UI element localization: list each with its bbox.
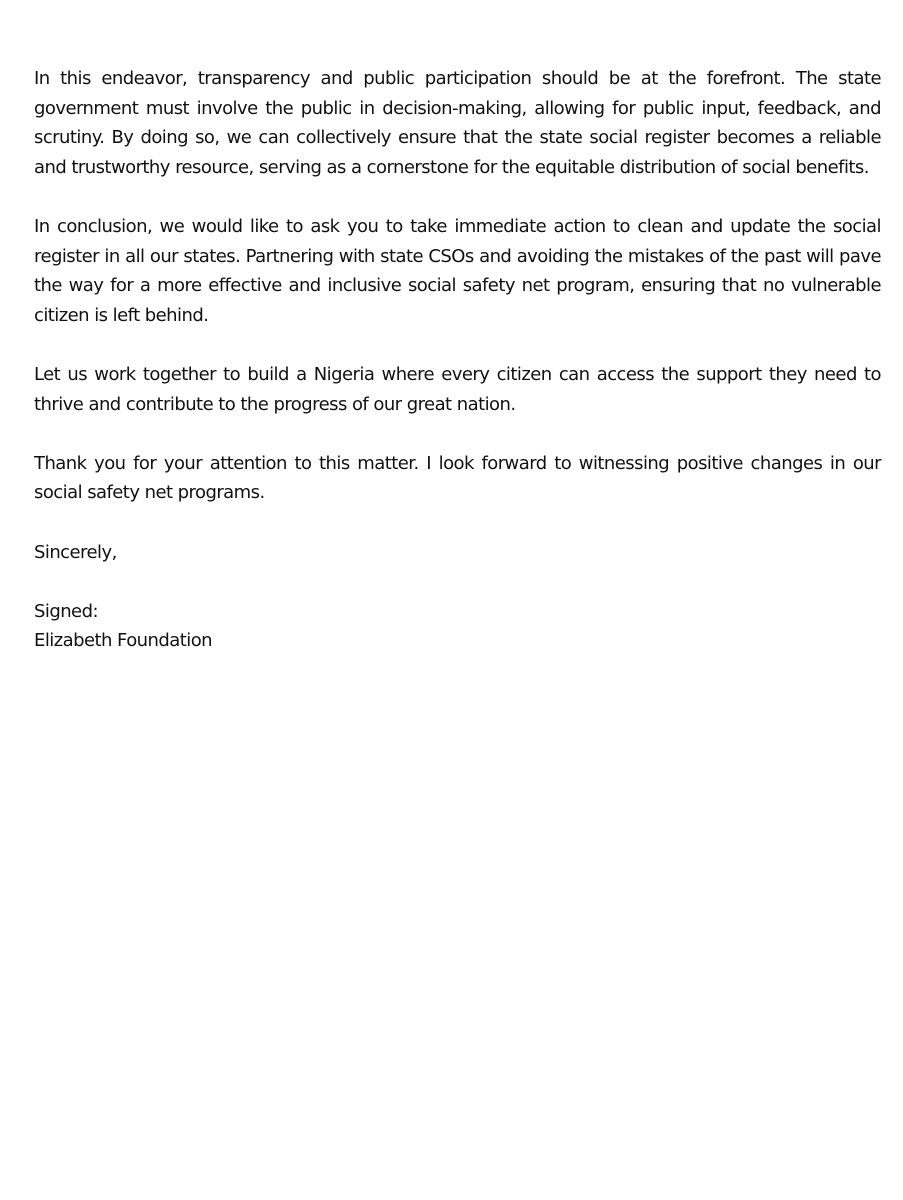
signatory-name: Elizabeth Foundation	[34, 630, 213, 652]
paragraph-transparency: In this endeavor, transparency and public participation should be at the forefront. The state government must involve the public in decision-making, allowing for public input, feedback, and scrutiny. By doing so, we can collectively ensure that the state social register becomes a reliable and trustworthy resource, serving as a cornerstone for the equitable distribution of social benefits.	[34, 68, 881, 178]
letter-page	[34, 64, 881, 656]
paragraph-work-together: Let us work together to build a Nigeria where every citizen can access the support they need to thrive and contribute to the progress of our great nation.	[34, 363, 881, 415]
signature-block	[34, 597, 881, 656]
closing-salutation: Sincerely,	[34, 541, 117, 563]
signed-label: Signed:	[34, 600, 98, 622]
paragraph-thank-you: Thank you for your attention to this matter. I look forward to witnessing positive changes in our social safety net programs.	[34, 452, 881, 504]
paragraph-conclusion: In conclusion, we would like to ask you to take immediate action to clean and update the social register in all our states. Partnering with state CSOs and avoiding the mistakes of the past will pave the way for a more effective and inclusive social safety net program, ensuring that no vulnerable citizen is left behind.	[34, 215, 881, 326]
